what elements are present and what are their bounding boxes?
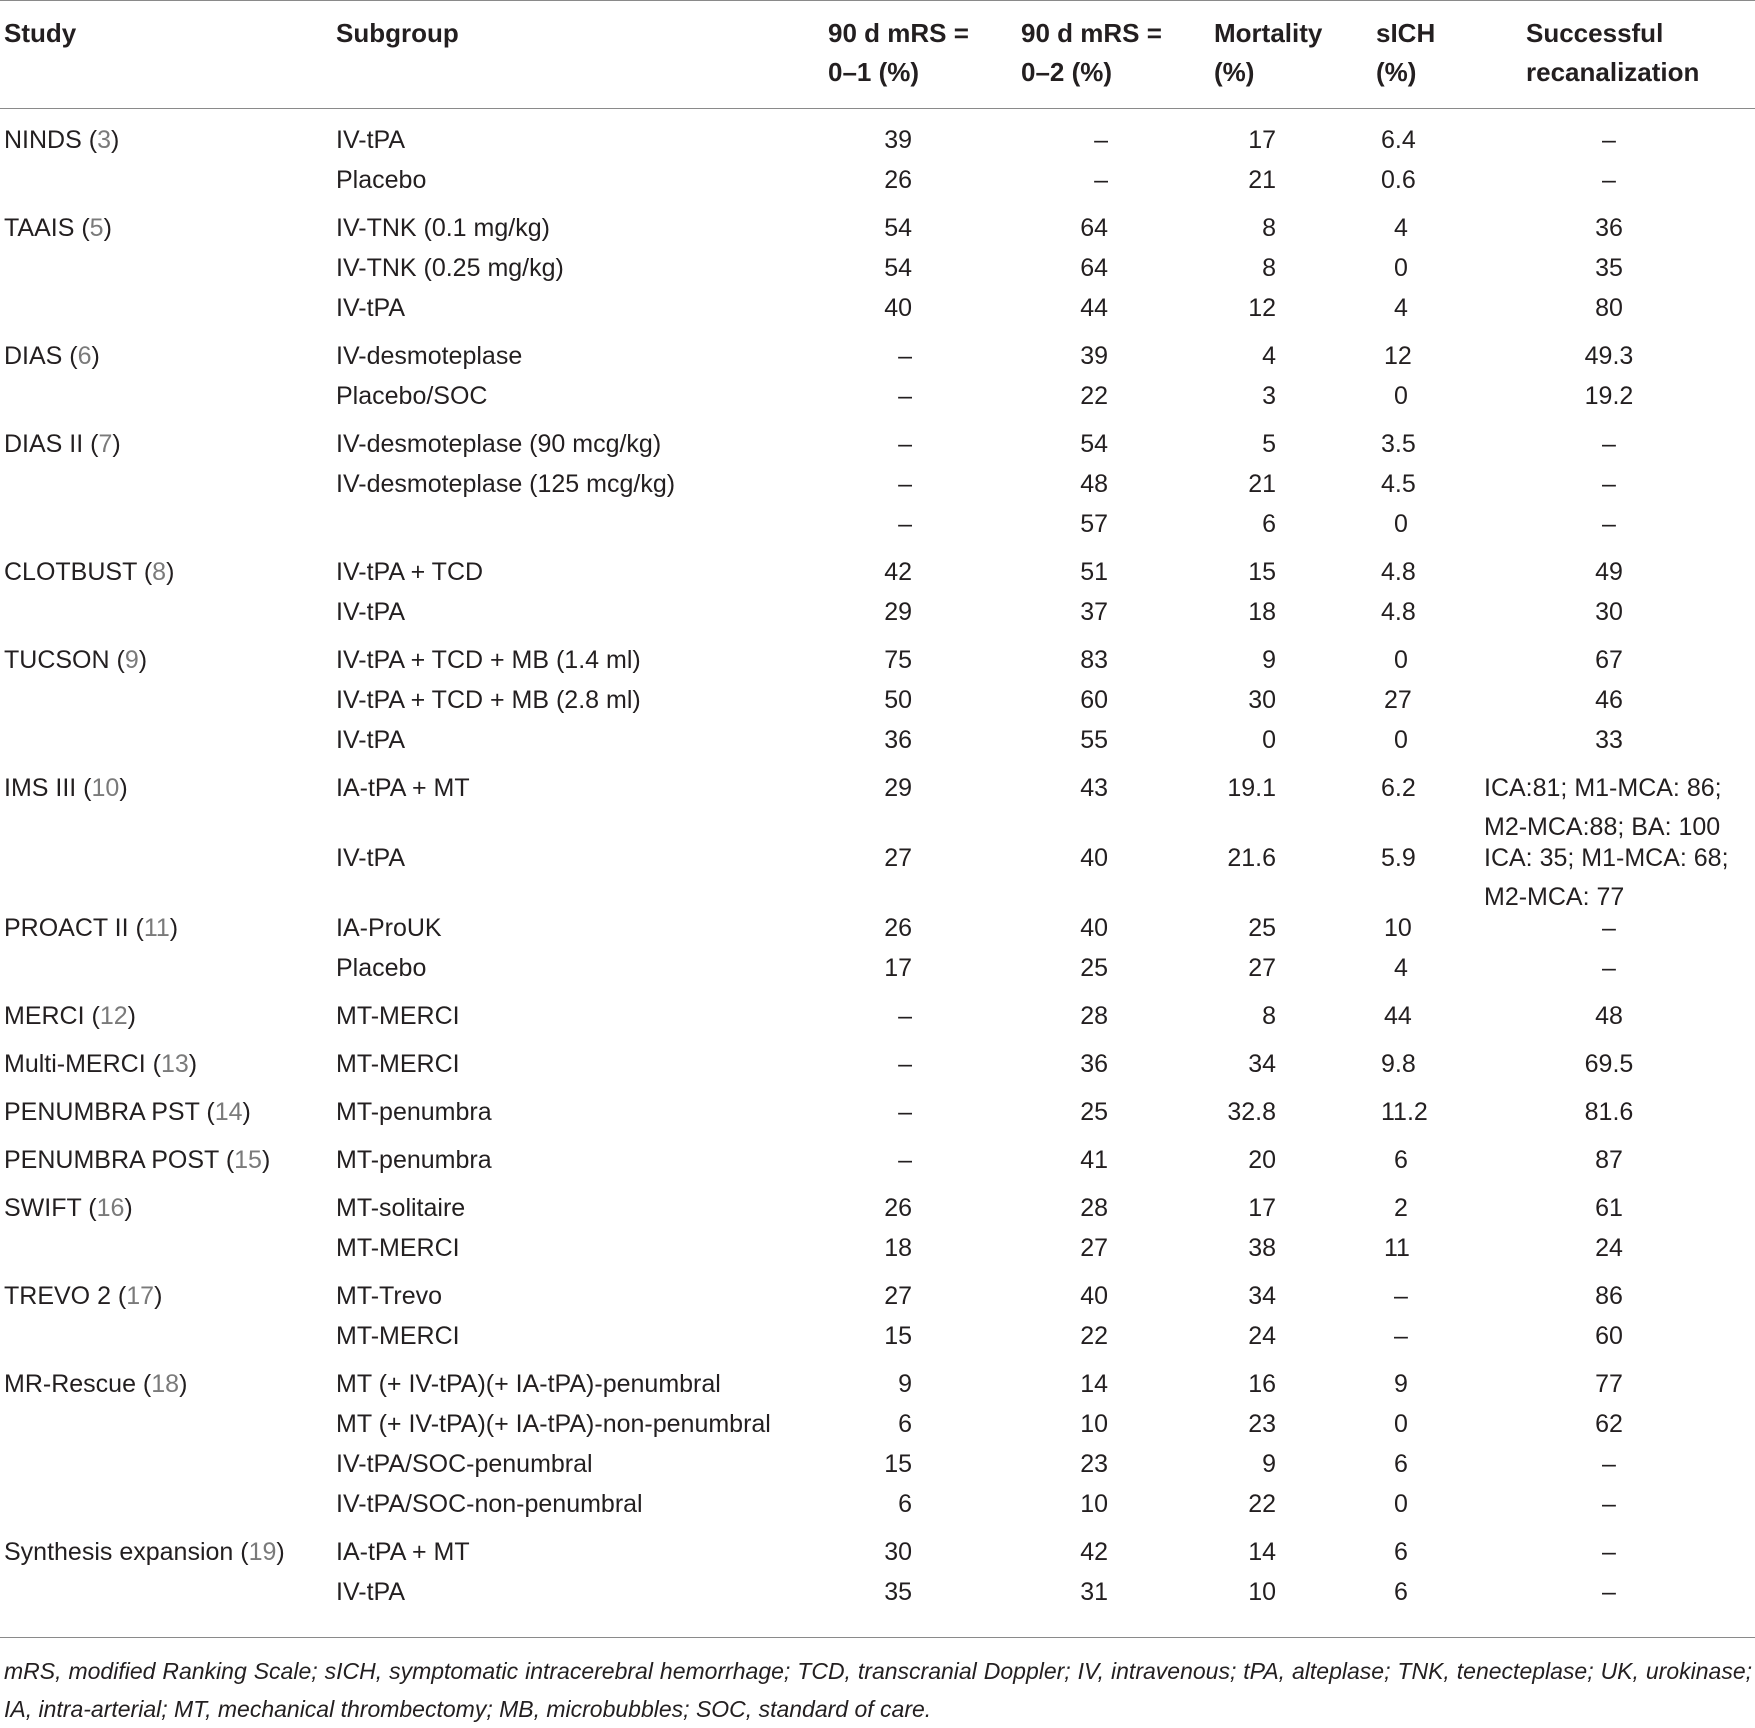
mortality-cell: 21 — [1248, 470, 1276, 498]
mrs02-cell: 28 — [1080, 1002, 1108, 1030]
study-label: MR-Rescue ( — [4, 1370, 152, 1398]
sich-cell: 27 — [1384, 686, 1412, 714]
subgroup-cell: IV-desmoteplase — [336, 342, 523, 370]
sich-cell: 2 — [1394, 1194, 1408, 1222]
mortality-cell: 3 — [1262, 382, 1276, 410]
recanalization-cell: 35 — [1595, 254, 1623, 282]
sich-cell: 6.4 — [1381, 126, 1416, 154]
mrs01-cell: 50 — [884, 686, 912, 714]
study-label: TREVO 2 ( — [4, 1282, 127, 1310]
mortality-cell: 6 — [1262, 510, 1276, 538]
sich-cell: 6 — [1394, 1578, 1408, 1606]
subgroup-cell: MT (+ IV-tPA)(+ IA-tPA)-penumbral — [336, 1370, 721, 1398]
study-label: SWIFT ( — [4, 1194, 97, 1222]
mrs01-cell: 54 — [884, 214, 912, 242]
study-label: IMS III ( — [4, 774, 92, 802]
subgroup-cell: IV-TNK (0.1 mg/kg) — [336, 214, 550, 242]
recanalization-cell: 62 — [1595, 1410, 1623, 1438]
mrs01-cell: 17 — [884, 954, 912, 982]
sich-cell: 4 — [1394, 214, 1408, 242]
header-rule — [0, 108, 1755, 109]
study-label: TUCSON ( — [4, 646, 125, 674]
mrs02-cell: 22 — [1080, 1322, 1108, 1350]
subgroup-cell: Placebo/SOC — [336, 382, 488, 410]
sich-cell: 11 — [1384, 1234, 1410, 1262]
recanalization-cell: – — [1602, 954, 1616, 982]
mortality-cell: 17 — [1248, 126, 1276, 154]
study-label: TAAIS ( — [4, 214, 90, 242]
study-label: CLOTBUST ( — [4, 558, 153, 586]
recanalization-cell: 69.5 — [1584, 1050, 1634, 1078]
mortality-cell: 17 — [1248, 1194, 1276, 1222]
study-label-close: ) — [110, 126, 120, 154]
recanalization-cell: ICA:81; M1-MCA: 86; — [1484, 774, 1722, 802]
mrs02-cell: 57 — [1080, 510, 1108, 538]
mrs02-cell: 40 — [1080, 844, 1108, 872]
study-name — [4, 208, 112, 248]
mrs01-cell: 18 — [884, 1234, 912, 1262]
recanalization-cell: – — [1602, 510, 1616, 538]
study-name — [4, 1044, 197, 1084]
mrs01-cell: – — [898, 470, 912, 498]
study-name — [4, 552, 174, 592]
reference-number: 3 — [97, 126, 111, 154]
subgroup-cell: IV-tPA + TCD — [336, 558, 484, 586]
study-label-close: ) — [138, 646, 148, 674]
reference-number: 14 — [214, 1098, 243, 1126]
mrs01-cell: 26 — [884, 166, 912, 194]
study-name — [4, 768, 128, 808]
sich-cell: 0 — [1394, 1490, 1408, 1518]
sich-cell: 12 — [1384, 342, 1412, 370]
subgroup-cell: IV-tPA + TCD + MB (2.8 ml) — [336, 686, 641, 714]
recanalization-cell: 49 — [1595, 558, 1623, 586]
mrs02-cell: 37 — [1080, 598, 1108, 626]
study-label: Multi-MERCI ( — [4, 1050, 161, 1078]
mrs01-cell: 27 — [884, 1282, 912, 1310]
subgroup-cell: IV-tPA — [336, 294, 406, 322]
mortality-cell: 10 — [1248, 1578, 1276, 1606]
study-label: NINDS ( — [4, 126, 98, 154]
mortality-cell: 12 — [1248, 294, 1276, 322]
mrs02-cell: 39 — [1080, 342, 1108, 370]
header-mortality-line1: Mortality — [1214, 18, 1323, 48]
header-mrs01-line2: 0–1 (%) — [828, 57, 920, 87]
header-subgroup: Subgroup — [336, 18, 459, 48]
study-label: PENUMBRA PST ( — [4, 1098, 215, 1126]
mrs01-cell: 26 — [884, 914, 912, 942]
mrs02-cell: 25 — [1080, 954, 1108, 982]
study-label-close: ) — [261, 1146, 271, 1174]
reference-number: 16 — [96, 1194, 125, 1222]
sich-cell: 4.8 — [1381, 598, 1416, 626]
sich-cell: 0 — [1394, 254, 1408, 282]
recanalization-cell: – — [1602, 1450, 1616, 1478]
recanalization-cell: 81.6 — [1584, 1098, 1634, 1126]
reference-number: 9 — [124, 646, 139, 674]
recanalization-cell: – — [1602, 1578, 1616, 1606]
recanalization-cell: M2-MCA: 77 — [1484, 883, 1625, 911]
recanalization-cell: – — [1602, 1490, 1616, 1518]
bottom-rule — [0, 1637, 1755, 1638]
mrs02-cell: 10 — [1080, 1490, 1108, 1518]
study-name — [4, 336, 100, 376]
recanalization-cell: 48 — [1595, 1002, 1623, 1030]
mrs01-cell: – — [898, 1098, 912, 1126]
sich-cell: 0 — [1394, 646, 1408, 674]
study-name — [4, 1092, 251, 1132]
recanalization-cell: 49.3 — [1584, 342, 1634, 370]
reference-number: 8 — [152, 558, 167, 586]
mrs02-cell: 51 — [1080, 558, 1108, 586]
study-label: MERCI ( — [4, 1002, 100, 1030]
study-label: DIAS II ( — [4, 430, 99, 458]
study-label-close: ) — [154, 1282, 163, 1310]
recanalization-cell: – — [1602, 430, 1616, 458]
study-label: PENUMBRA POST ( — [4, 1146, 235, 1174]
header-mortality-line2: (%) — [1214, 57, 1255, 87]
subgroup-cell: IV-tPA — [336, 598, 406, 626]
subgroup-cell: Placebo — [336, 954, 427, 982]
mrs02-cell: – — [1094, 126, 1108, 154]
subgroup-cell: IV-tPA + TCD + MB (1.4 ml) — [336, 646, 641, 674]
recanalization-cell: ICA: 35; M1-MCA: 68; — [1484, 844, 1729, 872]
sich-cell: 9.8 — [1381, 1050, 1416, 1078]
mrs02-cell: 60 — [1080, 686, 1108, 714]
study-name — [4, 1532, 285, 1572]
header-sich-line1: sICH — [1376, 18, 1436, 48]
mrs01-cell: 26 — [884, 1194, 912, 1222]
mortality-cell: 21 — [1248, 166, 1276, 194]
mortality-cell: 32.8 — [1227, 1098, 1276, 1126]
subgroup-cell: MT-MERCI — [336, 1050, 460, 1078]
recanalization-cell: 67 — [1595, 646, 1623, 674]
recanalization-cell: 24 — [1595, 1234, 1623, 1262]
study-name — [4, 1188, 133, 1228]
mortality-cell: 8 — [1262, 214, 1276, 242]
study-label: Synthesis expansion ( — [4, 1538, 249, 1566]
subgroup-cell: IV-TNK (0.25 mg/kg) — [336, 254, 564, 282]
recanalization-cell: – — [1602, 166, 1616, 194]
study-name — [4, 640, 147, 680]
mrs01-cell: 6 — [898, 1410, 912, 1438]
sich-cell: 3.5 — [1381, 430, 1416, 458]
sich-cell: 0 — [1394, 382, 1408, 410]
recanalization-cell: 77 — [1595, 1370, 1623, 1398]
mrs02-cell: – — [1094, 166, 1108, 194]
study-name — [4, 908, 178, 948]
study-label-close: ) — [124, 1194, 133, 1222]
mrs02-cell: 10 — [1080, 1410, 1108, 1438]
recanalization-cell: 86 — [1595, 1282, 1623, 1310]
recanalization-cell: 60 — [1595, 1322, 1623, 1350]
sich-cell: – — [1394, 1282, 1408, 1310]
mrs02-cell: 23 — [1080, 1450, 1108, 1478]
header-mrs01-line1: 90 d mRS = — [828, 18, 969, 48]
mrs02-cell: 31 — [1080, 1578, 1108, 1606]
mortality-cell: 8 — [1262, 254, 1276, 282]
header-mrs02-line2: 0–2 (%) — [1021, 57, 1113, 87]
mrs02-cell: 42 — [1080, 1538, 1108, 1566]
mrs01-cell: 29 — [884, 598, 912, 626]
sich-cell: 44 — [1384, 1002, 1412, 1030]
subgroup-cell: IV-desmoteplase (90 mcg/kg) — [336, 430, 662, 458]
recanalization-cell: – — [1602, 470, 1616, 498]
mrs01-cell: – — [898, 342, 912, 370]
sich-cell: 4.5 — [1381, 470, 1416, 498]
mrs01-cell: – — [898, 1002, 912, 1030]
subgroup-cell: IV-tPA — [336, 126, 406, 154]
mrs02-cell: 43 — [1080, 774, 1108, 802]
mrs01-cell: 39 — [884, 126, 912, 154]
recanalization-cell: 19.2 — [1584, 382, 1634, 410]
reference-number: 17 — [126, 1282, 155, 1310]
mrs01-cell: 42 — [884, 558, 912, 586]
recanalization-cell: 33 — [1595, 726, 1623, 754]
sich-cell: 5.9 — [1381, 844, 1416, 872]
header-mrs02-line1: 90 d mRS = — [1021, 18, 1162, 48]
mrs02-cell: 54 — [1080, 430, 1108, 458]
recanalization-cell: – — [1602, 914, 1616, 942]
study-label-close: ) — [112, 430, 121, 458]
mrs02-cell: 48 — [1080, 470, 1108, 498]
mortality-cell: 4 — [1262, 342, 1276, 370]
mrs01-cell: – — [898, 1146, 912, 1174]
reference-number: 18 — [151, 1370, 180, 1398]
recanalization-cell: – — [1602, 126, 1616, 154]
subgroup-cell: MT-penumbra — [336, 1146, 492, 1174]
study-name — [4, 424, 121, 464]
mortality-cell: 27 — [1248, 954, 1276, 982]
reference-number: 12 — [99, 1002, 128, 1030]
subgroup-cell: IV-desmoteplase (125 mcg/kg) — [336, 470, 676, 498]
subgroup-cell: MT-MERCI — [336, 1234, 460, 1262]
mrs02-cell: 25 — [1080, 1098, 1108, 1126]
sich-cell: 6 — [1394, 1450, 1408, 1478]
reference-number: 15 — [234, 1146, 262, 1174]
mrs02-cell: 83 — [1080, 646, 1108, 674]
study-label-close: ) — [91, 342, 100, 370]
mortality-cell: 34 — [1248, 1282, 1276, 1310]
mortality-cell: 34 — [1248, 1050, 1276, 1078]
mortality-cell: 0 — [1262, 726, 1276, 754]
mortality-cell: 15 — [1248, 558, 1276, 586]
mortality-cell: 24 — [1248, 1322, 1276, 1350]
mrs01-cell: 15 — [884, 1450, 912, 1478]
mortality-cell: 21.6 — [1227, 844, 1276, 872]
subgroup-cell: IV-tPA — [336, 1578, 406, 1606]
study-label-close: ) — [188, 1050, 198, 1078]
mortality-cell: 8 — [1262, 1002, 1276, 1030]
mrs01-cell: – — [898, 382, 912, 410]
sich-cell: 10 — [1384, 914, 1412, 942]
sich-cell: 4 — [1394, 954, 1408, 982]
mortality-cell: 20 — [1248, 1146, 1276, 1174]
header-study: Study — [4, 18, 77, 48]
reference-number: 19 — [248, 1538, 277, 1566]
study-label-close: ) — [127, 1002, 136, 1030]
recanalization-cell: 30 — [1595, 598, 1623, 626]
mortality-cell: 5 — [1262, 430, 1276, 458]
mrs01-cell: – — [898, 510, 912, 538]
mrs01-cell: 27 — [884, 844, 912, 872]
study-label: PROACT II ( — [4, 914, 144, 942]
subgroup-cell: MT-Trevo — [336, 1282, 443, 1310]
mrs01-cell: 36 — [884, 726, 912, 754]
subgroup-cell: Placebo — [336, 166, 427, 194]
subgroup-cell: IV-tPA/SOC-non-penumbral — [336, 1490, 643, 1518]
mortality-cell: 18 — [1248, 598, 1276, 626]
mrs01-cell: 15 — [884, 1322, 912, 1350]
sich-cell: 11.2 — [1381, 1098, 1428, 1126]
mrs01-cell: 29 — [884, 774, 912, 802]
mrs02-cell: 27 — [1080, 1234, 1108, 1262]
study-label-close: ) — [242, 1098, 251, 1126]
subgroup-cell: IA-ProUK — [336, 914, 442, 942]
mrs01-cell: 35 — [884, 1578, 912, 1606]
mrs02-cell: 40 — [1080, 914, 1108, 942]
subgroup-cell: MT-MERCI — [336, 1322, 460, 1350]
recanalization-cell: 80 — [1595, 294, 1623, 322]
study-name — [4, 1276, 162, 1316]
study-label-close: ) — [179, 1370, 188, 1398]
mrs02-cell: 22 — [1080, 382, 1108, 410]
reference-number: 5 — [89, 214, 104, 242]
reference-number: 6 — [77, 342, 92, 370]
sich-cell: 4.8 — [1381, 558, 1416, 586]
study-label-close: ) — [103, 214, 112, 242]
mortality-cell: 9 — [1262, 646, 1276, 674]
mrs01-cell: 75 — [884, 646, 912, 674]
mortality-cell: 22 — [1248, 1490, 1276, 1518]
mrs02-cell: 36 — [1080, 1050, 1108, 1078]
mrs01-cell: 30 — [884, 1538, 912, 1566]
sich-cell: 4 — [1394, 294, 1408, 322]
study-label-close: ) — [169, 914, 179, 942]
subgroup-cell: MT-solitaire — [336, 1194, 466, 1222]
top-rule — [0, 0, 1755, 1]
subgroup-cell: IV-tPA — [336, 844, 406, 872]
reference-number: 7 — [98, 430, 113, 458]
recanalization-cell: 87 — [1595, 1146, 1623, 1174]
mrs02-cell: 41 — [1080, 1146, 1108, 1174]
sich-cell: 0 — [1394, 726, 1408, 754]
mrs02-cell: 44 — [1080, 294, 1108, 322]
mrs02-cell: 28 — [1080, 1194, 1108, 1222]
mortality-cell: 9 — [1262, 1450, 1276, 1478]
mrs02-cell: 64 — [1080, 254, 1108, 282]
reference-number: 11 — [143, 914, 170, 942]
mortality-cell: 30 — [1248, 686, 1276, 714]
subgroup-cell: IA-tPA + MT — [336, 1538, 470, 1566]
reference-number: 13 — [160, 1050, 189, 1078]
mortality-cell: 38 — [1248, 1234, 1276, 1262]
subgroup-cell: MT (+ IV-tPA)(+ IA-tPA)-non-penumbral — [336, 1410, 771, 1438]
sich-cell: 0 — [1394, 1410, 1408, 1438]
recanalization-cell: M2-MCA:88; BA: 100 — [1484, 813, 1721, 841]
study-label-close: ) — [119, 774, 128, 802]
mortality-cell: 23 — [1248, 1410, 1276, 1438]
mrs01-cell: 9 — [898, 1370, 912, 1398]
header-recan-line1: Successful — [1526, 18, 1664, 48]
mrs02-cell: 55 — [1080, 726, 1108, 754]
sich-cell: 9 — [1394, 1370, 1408, 1398]
recanalization-cell: 36 — [1595, 214, 1623, 242]
mrs02-cell: 40 — [1080, 1282, 1108, 1310]
study-name — [4, 120, 119, 160]
sich-cell: 0 — [1394, 510, 1408, 538]
subgroup-cell: IV-tPA — [336, 726, 406, 754]
mortality-cell: 19.1 — [1227, 774, 1276, 802]
mrs01-cell: 54 — [884, 254, 912, 282]
mrs01-cell: – — [898, 1050, 912, 1078]
sich-cell: 0.6 — [1381, 166, 1416, 194]
table-footnote: mRS, modified Ranking Scale; sICH, symptomatic intracerebral hemorrhage; TCD, transcranial Doppler; IV, intravenous; tPA, alteplase; TNK, tenecteplase; UK, urokinase; IA, intra-arterial; MT, mechanical thrombectomy; MB, microbubbles; SOC, standard of care. — [4, 1658, 1752, 1722]
subgroup-cell: MT-MERCI — [336, 1002, 460, 1030]
subgroup-cell: MT-penumbra — [336, 1098, 492, 1126]
reference-number: 10 — [91, 774, 120, 802]
mortality-cell: 25 — [1248, 914, 1276, 942]
sich-cell: – — [1394, 1322, 1408, 1350]
recanalization-cell: – — [1602, 1538, 1616, 1566]
sich-cell: 6 — [1394, 1146, 1408, 1174]
recanalization-cell: 46 — [1595, 686, 1623, 714]
header-sich-line2: (%) — [1376, 57, 1417, 87]
study-label: DIAS ( — [4, 342, 78, 370]
mortality-cell: 14 — [1248, 1538, 1276, 1566]
study-name — [4, 1364, 187, 1404]
mrs02-cell: 64 — [1080, 214, 1108, 242]
study-label-close: ) — [276, 1538, 285, 1566]
mortality-cell: 16 — [1248, 1370, 1276, 1398]
study-name — [4, 996, 136, 1036]
sich-cell: 6.2 — [1381, 774, 1416, 802]
mrs01-cell: 40 — [884, 294, 912, 322]
subgroup-cell: IV-tPA/SOC-penumbral — [336, 1450, 593, 1478]
study-label-close: ) — [166, 558, 175, 586]
study-name — [4, 1140, 270, 1180]
recanalization-cell: 61 — [1595, 1194, 1623, 1222]
sich-cell: 6 — [1394, 1538, 1408, 1566]
mrs01-cell: – — [898, 430, 912, 458]
mrs01-cell: 6 — [898, 1490, 912, 1518]
header-recan-line2: recanalization — [1526, 57, 1700, 87]
subgroup-cell: IA-tPA + MT — [336, 774, 470, 802]
mrs02-cell: 14 — [1080, 1370, 1108, 1398]
